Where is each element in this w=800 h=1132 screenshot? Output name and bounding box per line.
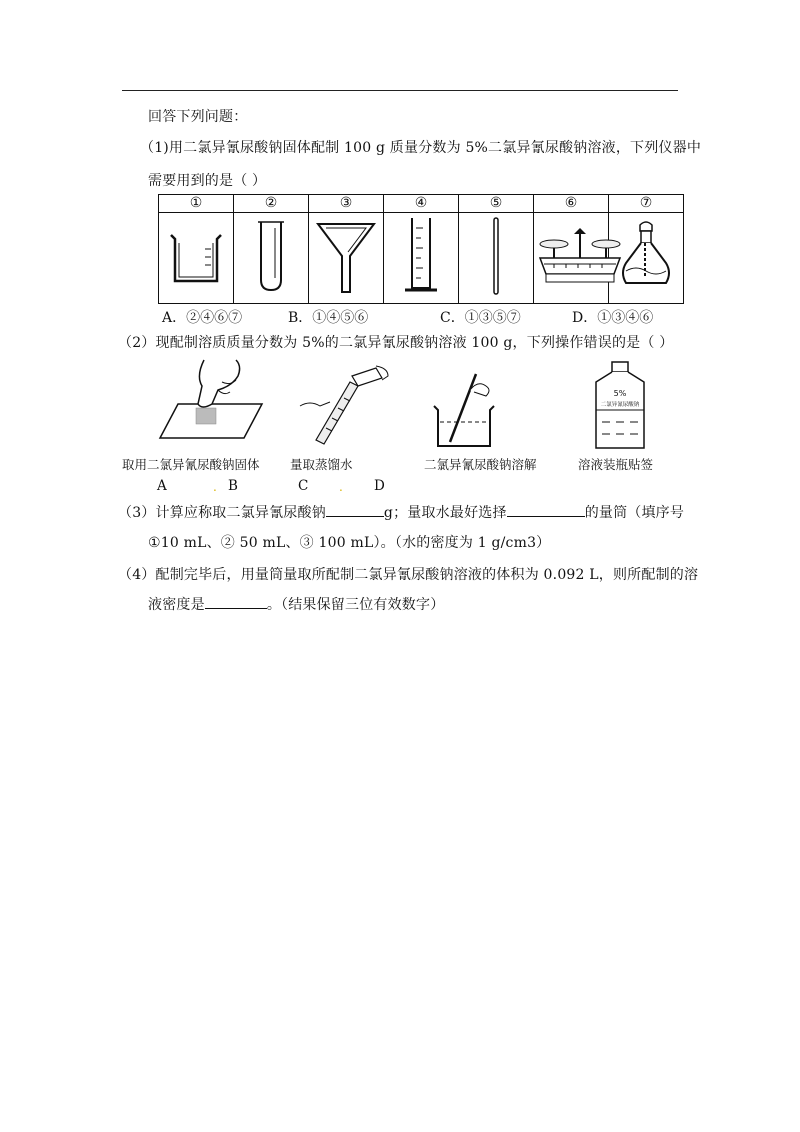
decor-dot-2: . bbox=[339, 480, 343, 494]
caption-b: 量取蒸馏水 bbox=[290, 457, 353, 472]
bottle-label-percent: 5% bbox=[613, 389, 627, 398]
q2-line1: （2）现配制溶质质量分数为 5%的二氯异氰尿酸钠溶液 100 g，下列操作错误的是（ ） bbox=[118, 335, 674, 351]
q4-line2-a: 液密度是 bbox=[148, 597, 205, 613]
beaker-icon bbox=[165, 225, 227, 287]
graduated-cylinder-icon bbox=[399, 214, 443, 298]
q3-blank-cylinder bbox=[507, 502, 585, 517]
bottle-label-name: 二氯异氰尿酸钠 bbox=[600, 402, 640, 408]
graduated-cylinder-cell bbox=[384, 213, 459, 304]
funnel-icon bbox=[314, 216, 378, 296]
caption-a: 取用二氯异氰尿酸钠固体 bbox=[122, 457, 260, 472]
glass-rod-icon bbox=[486, 214, 506, 298]
beaker-cell bbox=[159, 213, 234, 304]
instrument-number-6: ⑥ bbox=[534, 195, 609, 213]
alcohol-lamp-cell bbox=[609, 213, 684, 304]
funnel-cell bbox=[309, 213, 384, 304]
q3-part3: 的量筒（填序号 bbox=[584, 505, 685, 521]
instrument-number-7: ⑦ bbox=[609, 195, 684, 213]
q4-line2-b: 。（结果保留三位有效数字） bbox=[266, 597, 445, 613]
option-d: D．①③④⑥ bbox=[572, 310, 654, 326]
letter-b: B bbox=[228, 478, 238, 494]
letter-a: A bbox=[157, 478, 167, 494]
labeled-bottle-figure bbox=[592, 360, 648, 452]
instrument-number-5: ⑤ bbox=[459, 195, 534, 213]
option-b: B．①④⑤⑥ bbox=[288, 310, 369, 326]
intro-text: 回答下列问题： bbox=[148, 109, 248, 125]
test-tube-icon bbox=[251, 216, 291, 296]
glass-rod-cell bbox=[459, 213, 534, 304]
q1-line2: 需要用到的是（ ） bbox=[148, 173, 267, 189]
option-a: A．②④⑥⑦ bbox=[162, 310, 243, 326]
balance-cell bbox=[534, 213, 609, 304]
instrument-table bbox=[158, 194, 684, 304]
q4-line2 bbox=[148, 594, 444, 614]
letter-d: D bbox=[374, 478, 385, 494]
dissolve-figure bbox=[430, 370, 510, 450]
instrument-number-1: ① bbox=[159, 195, 234, 213]
q3-part1: （3）计算应称取二氯异氰尿酸钠 bbox=[118, 505, 326, 521]
q3-blank-mass bbox=[326, 502, 384, 517]
take-solid-figure bbox=[158, 356, 264, 444]
q1-line1: （1)用二氯异氰尿酸钠固体配制 100 g 质量分数为 5%二氯异氰尿酸钠溶液，下列仪器中 bbox=[140, 140, 702, 156]
caption-c: 二氯异氰尿酸钠溶解 bbox=[424, 457, 537, 472]
q4-line1: （4）配制完毕后，用量筒量取所配制二氯异氰尿酸钠溶液的体积为 0.092 L，则所配制的溶 bbox=[118, 567, 699, 583]
header-rule bbox=[122, 90, 678, 91]
test-tube-cell bbox=[234, 213, 309, 304]
instrument-number-4: ④ bbox=[384, 195, 459, 213]
option-c: C．①③⑤⑦ bbox=[440, 310, 521, 326]
instrument-number-3: ③ bbox=[309, 195, 384, 213]
q3-line2: ①10 mL、② 50 mL、③ 100 mL）。（水的密度为 1 g/cm3） bbox=[148, 535, 551, 551]
instrument-number-2: ② bbox=[234, 195, 309, 213]
measure-water-figure bbox=[296, 362, 392, 446]
letter-c: C bbox=[298, 478, 309, 494]
q3-line1 bbox=[118, 502, 684, 522]
balance-icon bbox=[534, 224, 626, 288]
alcohol-lamp-icon bbox=[616, 219, 676, 293]
q3-part2: g；量取水最好选择 bbox=[383, 505, 507, 521]
decor-dot-1: . bbox=[213, 480, 217, 494]
q4-blank-density bbox=[205, 594, 267, 609]
caption-d: 溶液装瓶贴签 bbox=[578, 457, 654, 472]
